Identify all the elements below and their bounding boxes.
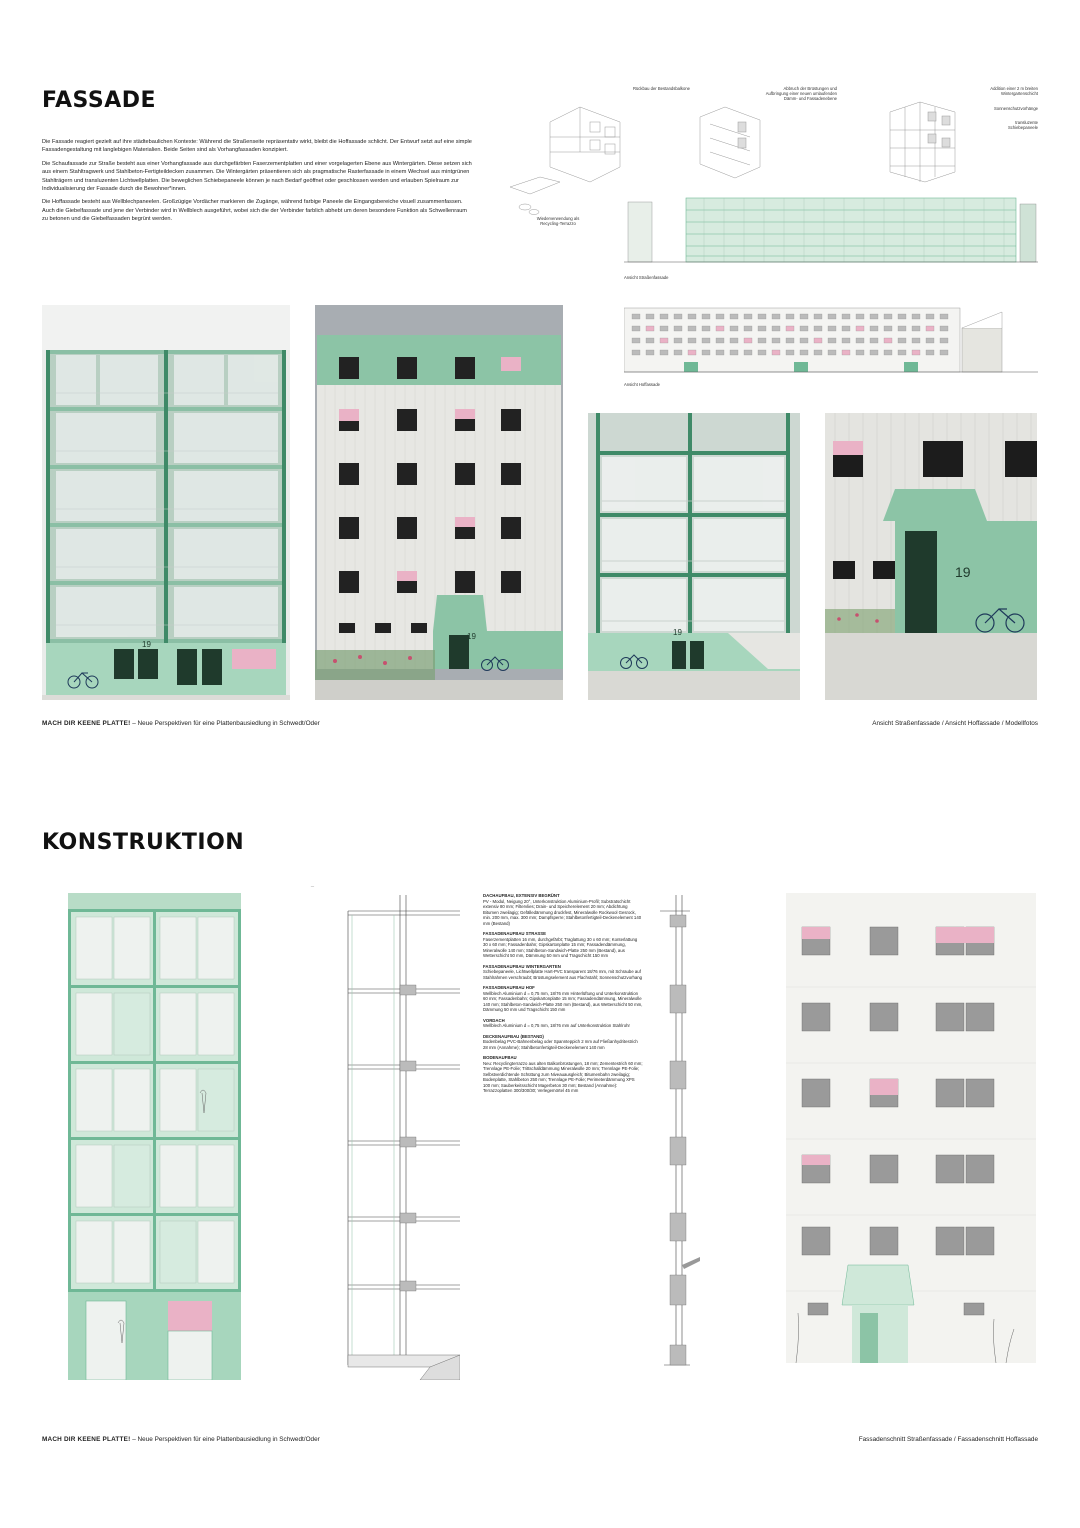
svg-text:19: 19 [467, 632, 476, 641]
section-court-svg [650, 885, 740, 1380]
spec-heading: BODENAUFBAU [483, 1055, 517, 1060]
section-drawing-court [650, 885, 740, 1380]
label-addition: Addition einer 2 m breiten Wintergartenschicht [990, 86, 1038, 97]
facade-section-street-elevation [68, 893, 241, 1380]
fassade-paragraph: Die Fassade reagiert gezielt auf ihre städtebaulichen Kontexte: Während die Straßenseite repräsentativ wirkt, bleibt die Hoffassade schlicht. Der Entwurf setzt auf eine simple Fassadengestaltung mit langlebigen Materialien. Beide Seiten sind als Vorhangfassaden konzipiert. [42, 139, 472, 154]
level-marker: — [310, 884, 314, 888]
svg-text:19: 19 [142, 640, 151, 649]
spec-heading: DECKENAUFBAU (BESTAND) [483, 1033, 544, 1039]
spec-block [483, 985, 643, 1013]
spec-body: Wellblech Aluminium d = 0,75 mm, 18/76 mm Hinterlüftung und Unterkonstruktion 60 mm; Fassadenbahn; Gipskartonplatte 15 mm; Fassadendämmung, Mineralwolle 140 mm; Stahlbeton-Sandwich-Platte 250 mm (Bestand), aus Wetterschicht 50 mm, Dämmung 50 mm und Tragschicht 150 mm [483, 990, 643, 1012]
spec-heading: FASSADENAUFBAU WINTERGARTEN [483, 963, 561, 969]
label-wiederverwendung: Wiederverwendung als Recycling-Terrazzo [536, 216, 580, 227]
spec-body: Neu: Recyclingterrazzo aus alten Balkonbrüstungen, 18 mm; Zementestrich 60 mm; Trennlage PE-Folie; Trittschalldämmung Mineralwolle 20 mm; Trennlage PE-Folie; Selbstverdichtende Schüttung zum Niveauausgleich; Bitumenbahn zweilagig; Bodenplatte, Stahlbeton 250 mm; Trennlage PE-Folie; Perimeterdämmung XPS 100 mm; Sauberkeitsschicht Magerbeton 30 mm; Bestand (Annahme): Terrazzoplatten 300/300/30; Verlegemörtel 45 mm [483, 1060, 643, 1093]
spec-block [483, 931, 643, 959]
elevation-street [624, 192, 1038, 268]
model-photo-court-svg [315, 305, 563, 700]
model-photo-street-svg [42, 305, 290, 700]
project-title: MACH DIR KEENE PLATTE! [42, 1436, 131, 1443]
facade-section-court-svg [786, 893, 1036, 1363]
svg-text:19: 19 [955, 564, 971, 580]
section-drawing-street [290, 885, 460, 1380]
construction-specification [483, 893, 643, 1099]
model-photo-entrance-svg [825, 413, 1037, 700]
spec-heading: FASSADENAUFBAU HOF [483, 985, 535, 990]
label-abbruch: Abbruch der Brüstungen und Aufbringung einer neuen umlaufenden Dämm- und Fassadenebene [765, 86, 837, 102]
spec-body: Schiebepaneele, Lichtwellplatte Hart-PVC transparent 18/76 mm, mit Schraube auf Stahlrahmen verschraubt; Brüstungselement aus Flachstahl; Sonnenschutzvorhang [483, 969, 643, 980]
model-photo-court-facade [315, 305, 563, 700]
spec-body: Bodenbelag PVC-Bahnenbelag oder Spannteppich 2 mm auf Fließanhydritestrich 28 mm (Annahme); Stahlbetonfertigteil-Deckenelement 140 mm [483, 1039, 638, 1050]
spec-block [483, 964, 643, 981]
fassade-footer-left [42, 720, 320, 727]
label-rueckbau: Rückbau der Bestandsbalkone [632, 86, 690, 91]
svg-text:19: 19 [673, 628, 682, 637]
elevation-court-label: Ansicht Hoffassade [624, 382, 661, 387]
spec-body: Faserzementplatten 16 mm, durchgefärbt; Traglattung 30 x 60 mm; Konterlattung 30 x 60 mm; Fassadenbahn; Gipskartonplatte 15 mm; Fassadendämmung, Mineralwolle 140 mm; Stahlbeton-Sandwich-Platte 250 mm (Bestand), aus Wetterschicht 50 mm, Dämmung 50 mm und Tragschicht 150 mm [483, 936, 638, 958]
elevation-court-svg [624, 304, 1038, 376]
label-schiebepaneele: transluzente Schiebepaneele [1007, 120, 1038, 131]
project-title: MACH DIR KEENE PLATTE! [42, 720, 131, 727]
model-photo-wintergarden-svg [588, 413, 800, 700]
fassade-title: FASSADE [42, 88, 157, 113]
model-photo-wintergarden-detail [588, 413, 800, 700]
spec-block [483, 1034, 643, 1051]
spec-block [483, 1055, 643, 1094]
project-subtitle: – Neue Perspektiven für eine Plattenbausiedlung in Schwedt/Oder [130, 1436, 320, 1443]
section-street-svg [290, 885, 460, 1380]
project-subtitle: – Neue Perspektiven für eine Plattenbausiedlung in Schwedt/Oder [130, 720, 320, 727]
fassade-description [42, 138, 472, 229]
spec-block [483, 893, 643, 926]
spec-block [483, 1018, 643, 1029]
elevation-street-svg [624, 192, 1038, 268]
facade-section-court-elevation [786, 893, 1036, 1363]
fassade-paragraph: Die Schaufassade zur Straße besteht aus einer Vorhangfassade aus durchgefärbten Faserzementplatten und einer vorgelagerten Ebene aus Wintergärten. Diese setzen sich aus einem Stahltragwerk und Stahlbeton-Fertigteildecken zusammen. Die Wintergärten präsentieren sich als pragmatische Rasterfassade in einem Wechsel aus mintgrünen Stahlträgern und transluzenten Lichtwellplatten. Die beweglichen Schiebepaneele können je nach Bedarf geöffnet oder geschlossen werden und erlauben Spielraum zur Individualisierung der Fassade durch die Bewohner*innen. [42, 160, 472, 193]
facade-section-street-svg [68, 893, 241, 1380]
spec-heading: VORDACH [483, 1017, 505, 1023]
model-photo-street-facade [42, 305, 290, 700]
konstruktion-footer-right: Fassadenschnitt Straßenfassade / Fassadenschnitt Hoffassade [858, 1436, 1038, 1443]
label-sonnenschutz: Sonnenschutzvorhänge [993, 106, 1038, 111]
konstruktion-footer-left [42, 1436, 320, 1443]
spec-body: PV - Modul, Neigung 20°, Unterkonstruktion Aluminium-Profil; Substratschicht extensiv 80 mm; Filtervlies; Drain- und Speicherelement 20 mm; Abdichtung Bitumen zweilagig; Gefälledämmung druckfest, Mineralwolle Rockwool Gesrock, min. 200 mm, max. 300 mm; Dampfsperre; Stahlbetonfertigteil-Deckenelement 140 mm (Bestand) [483, 898, 642, 926]
spec-heading: DACHAUFBAU, EXTENSIV BEGRÜNT [483, 893, 560, 898]
fassade-paragraph: Die Hoffassade besteht aus Wellblechpaneelen. Großzügige Vordächer markieren die Zugänge, während farbige Paneele die Eingangsbereiche visuell zusammenfassen. Auch die Giebelfassade und jene der Verbinder wird in Wellblech ausgeführt, wobei sich die der Verbinder farblich abhebt um deren besondere Funktion als Schwellenraum zu betonen und die Giebelfassaden begrünt werden. [42, 199, 467, 223]
spec-heading: FASSADENAUFBAU STRASSE [483, 931, 547, 936]
konstruktion-title: KONSTRUKTION [42, 830, 245, 855]
elevation-street-label: Ansicht Straßenfassade [624, 275, 669, 280]
elevation-court [624, 304, 1038, 376]
model-photo-entrance-detail [825, 413, 1037, 700]
fassade-footer-right: Ansicht Straßenfassade / Ansicht Hoffassade / Modellfotos [872, 720, 1038, 727]
spec-body: Wellblech Aluminium d = 0,75 mm, 18/76 mm auf Unterkonstruktion Stahlrohr [483, 1023, 630, 1028]
